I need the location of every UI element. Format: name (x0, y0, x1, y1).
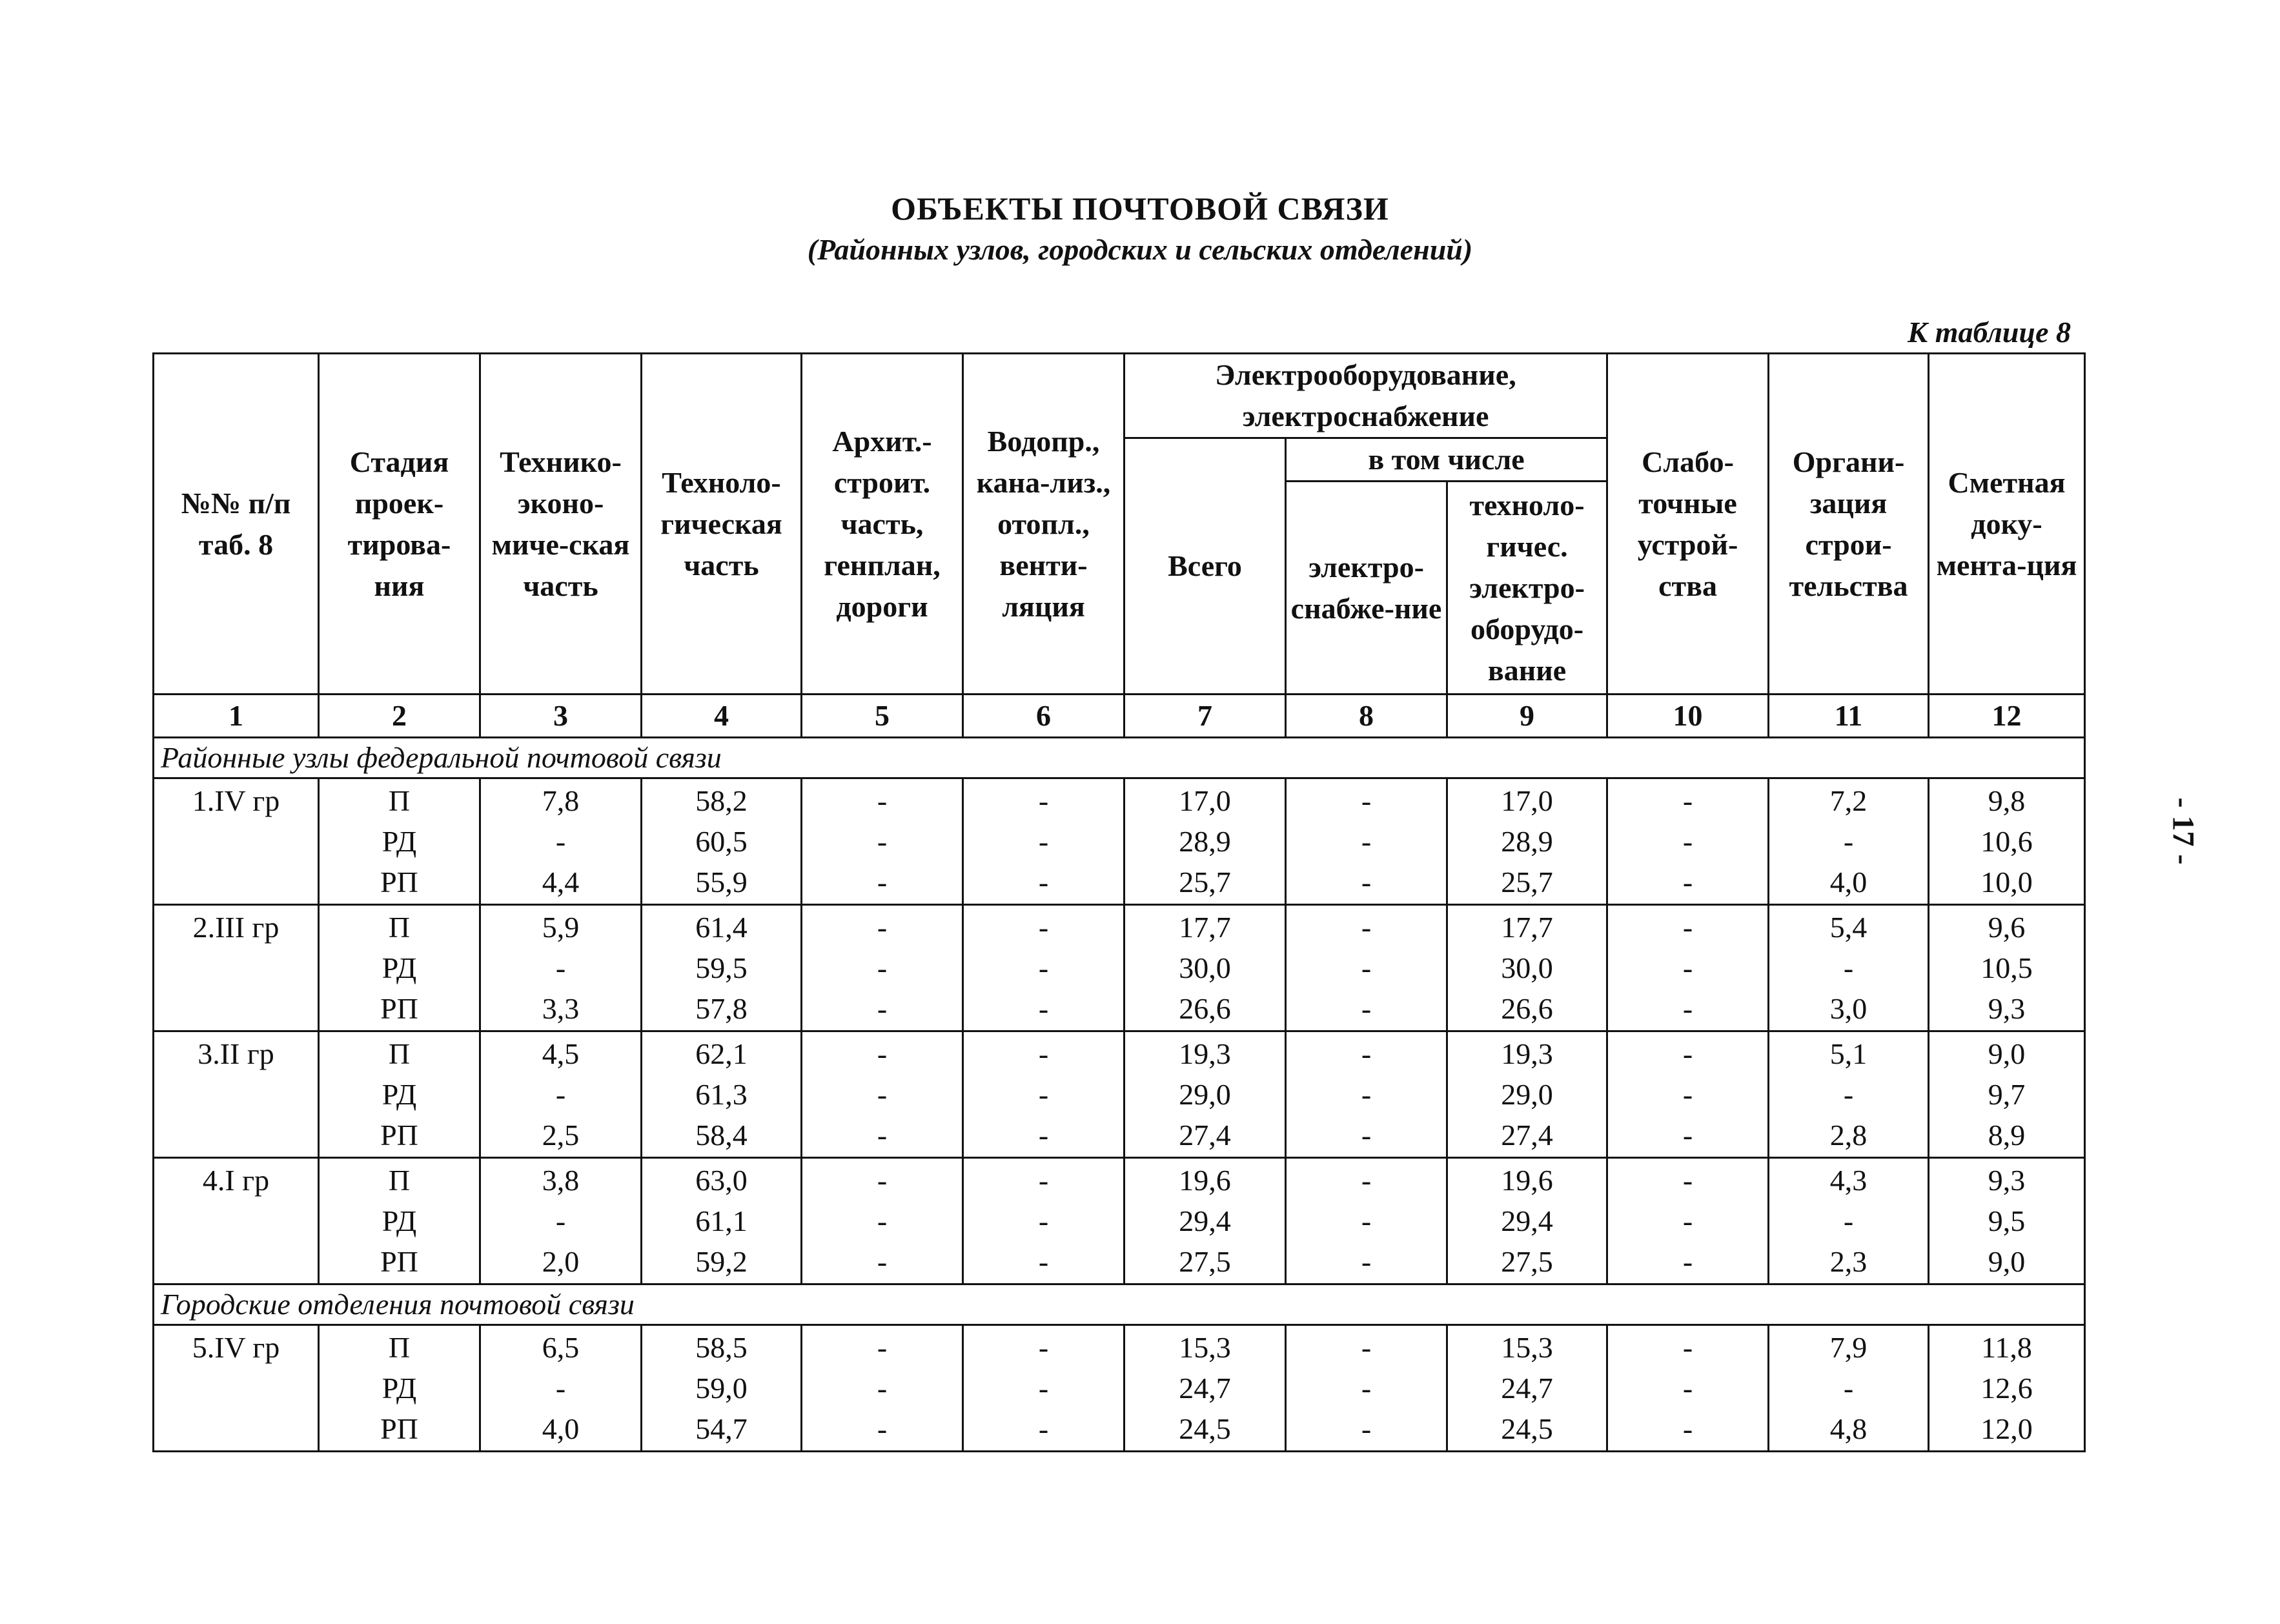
value-cell-c6 (963, 778, 1125, 905)
cell-value: - (1843, 1372, 1854, 1405)
cell-value: 2,5 (542, 1119, 580, 1152)
value-cell-c8 (1286, 778, 1447, 905)
cell-value: - (877, 1119, 888, 1152)
colnum: 4 (642, 695, 802, 738)
stage-cell (319, 1325, 480, 1452)
value-cell-c7 (1125, 778, 1286, 905)
header-cell-11: Органи-зация строи-тельства (1769, 354, 1929, 695)
cell-value: 61,3 (695, 1078, 748, 1111)
value-cell-c3 (480, 1158, 642, 1284)
header-cell-12: Сметная доку-мента-ция (1929, 354, 2085, 695)
cell-value: - (877, 825, 888, 858)
cell-value: - (1361, 1412, 1372, 1445)
header-incl-group: в том числе (1286, 438, 1607, 482)
value-cell-c10 (1607, 1325, 1769, 1452)
cell-value: 5,9 (542, 911, 580, 944)
cell-value: - (1361, 866, 1372, 898)
header-electro-group: Электрооборудование, электроснабжение (1125, 354, 1607, 438)
table-row (154, 1031, 2085, 1158)
value-cell-c5 (802, 905, 963, 1031)
value-cell-c11 (1769, 1031, 1929, 1158)
cell-value: - (1361, 1119, 1372, 1152)
value-cell-c8 (1286, 1325, 1447, 1452)
cell-value: - (1682, 825, 1693, 858)
cell-value: 9,7 (1988, 1078, 2026, 1111)
cell-value: 10,0 (1980, 866, 2033, 898)
colnum: 6 (963, 695, 1125, 738)
section-title: Городские отделения почтовой связи (154, 1284, 2085, 1325)
stage-value: РД (382, 1078, 417, 1111)
header-cell-10: Слабо-точные устрой-ства (1607, 354, 1769, 695)
value-cell-c4 (642, 1031, 802, 1158)
cell-value: - (1843, 1078, 1854, 1111)
cell-value: 3,3 (542, 992, 580, 1025)
cell-value: - (877, 1372, 888, 1405)
cell-value: 62,1 (695, 1037, 748, 1070)
table-row (154, 778, 2085, 905)
cell-value: - (1361, 951, 1372, 984)
cell-value: 2,0 (542, 1245, 580, 1278)
table-reference: К таблице 8 (1908, 316, 2071, 349)
stage-value: РП (380, 992, 418, 1025)
cell-value: - (877, 1037, 888, 1070)
value-cell-c12 (1929, 778, 2085, 905)
section-title: Районные узлы федеральной почтовой связи (154, 738, 2085, 778)
cell-value: 63,0 (695, 1164, 748, 1197)
cell-value: 29,0 (1501, 1078, 1553, 1111)
value-cell-c11 (1769, 1325, 1929, 1452)
value-cell-c3 (480, 905, 642, 1031)
cell-value: - (1038, 1204, 1049, 1237)
stage-value: РД (382, 825, 417, 858)
cell-value: - (1361, 1164, 1372, 1197)
cell-value: - (1361, 1037, 1372, 1070)
value-cell-c12 (1929, 1031, 2085, 1158)
value-cell-c6 (963, 905, 1125, 1031)
cell-value: - (1038, 1037, 1049, 1070)
cell-value: 19,6 (1501, 1164, 1553, 1197)
cell-value: 10,5 (1980, 951, 2033, 984)
value-cell-c6 (963, 1158, 1125, 1284)
cell-value: - (1038, 1372, 1049, 1405)
value-cell-c4 (642, 1325, 802, 1452)
cell-value: 5,1 (1829, 1037, 1868, 1070)
row-number: 4.I гр (154, 1158, 319, 1284)
cell-value: - (1038, 1078, 1049, 1111)
stage-value: П (388, 1331, 411, 1364)
cell-value: 4,8 (1829, 1412, 1868, 1445)
header-cell-7: Всего (1125, 438, 1286, 695)
cell-value: 25,7 (1501, 866, 1553, 898)
row-number: 5.IV гр (154, 1325, 319, 1452)
stage-cell (319, 778, 480, 905)
cell-value: 4,0 (1829, 866, 1868, 898)
cell-value: 19,6 (1179, 1164, 1231, 1197)
colnum: 5 (802, 695, 963, 738)
colnum: 11 (1769, 695, 1929, 738)
cell-value: - (877, 866, 888, 898)
colnum: 3 (480, 695, 642, 738)
cell-value: - (1682, 1078, 1693, 1111)
cell-value: 4,3 (1829, 1164, 1868, 1197)
stage-value: РП (380, 1245, 418, 1278)
cell-value: 19,3 (1501, 1037, 1553, 1070)
cell-value: - (877, 1204, 888, 1237)
value-cell-c6 (963, 1031, 1125, 1158)
cell-value: 26,6 (1501, 992, 1553, 1025)
cell-value: - (877, 1164, 888, 1197)
value-cell-c12 (1929, 1158, 2085, 1284)
cell-value: 28,9 (1179, 825, 1231, 858)
value-cell-c8 (1286, 1031, 1447, 1158)
cell-value: 2,3 (1829, 1245, 1868, 1278)
colnum: 7 (1125, 695, 1286, 738)
cell-value: 59,5 (695, 951, 748, 984)
stage-value: П (388, 1037, 411, 1070)
value-cell-c11 (1769, 778, 1929, 905)
table-row (154, 905, 2085, 1031)
stage-value: РП (380, 866, 418, 898)
cell-value: - (1682, 1037, 1693, 1070)
cell-value: - (1038, 1245, 1049, 1278)
page-subtitle: (Районных узлов, городских и сельских отделений) (807, 233, 1473, 266)
cell-value: - (1038, 1164, 1049, 1197)
value-cell-c9 (1447, 1325, 1607, 1452)
value-cell-c9 (1447, 1031, 1607, 1158)
cell-value: - (1038, 1331, 1049, 1364)
cell-value: 54,7 (695, 1412, 748, 1445)
cell-value: - (1361, 1331, 1372, 1364)
cell-value: 24,7 (1501, 1372, 1553, 1405)
cell-value: - (877, 1412, 888, 1445)
value-cell-c9 (1447, 1158, 1607, 1284)
cell-value: 27,5 (1501, 1245, 1553, 1278)
cell-value: - (1682, 866, 1693, 898)
cell-value: - (1038, 1412, 1049, 1445)
cell-value: - (555, 1078, 566, 1111)
cell-value: 9,5 (1988, 1204, 2026, 1237)
cell-value: - (1843, 951, 1854, 984)
stage-value: РД (382, 951, 417, 984)
cell-value: - (1682, 1245, 1693, 1278)
cell-value: 17,0 (1179, 784, 1231, 817)
cell-value: 58,2 (695, 784, 748, 817)
page-number: - 17 - (2166, 797, 2201, 865)
cell-value: 27,5 (1179, 1245, 1231, 1278)
value-cell-c12 (1929, 1325, 2085, 1452)
stage-cell (319, 1031, 480, 1158)
cell-value: 5,4 (1829, 911, 1868, 944)
cell-value: - (1361, 1078, 1372, 1111)
cell-value: - (1682, 1331, 1693, 1364)
cell-value: 17,0 (1501, 784, 1553, 817)
cell-value: - (877, 1245, 888, 1278)
header-cell-5: Архит.-строит. часть, генплан, дороги (802, 354, 963, 695)
cell-value: 9,3 (1988, 992, 2026, 1025)
cell-value: - (1038, 825, 1049, 858)
cell-value: - (1038, 951, 1049, 984)
cell-value: 30,0 (1179, 951, 1231, 984)
header-cell-9: техноло-гичес. электро-оборудо-вание (1447, 482, 1607, 695)
section-row (154, 1284, 2085, 1325)
section-row (154, 738, 2085, 778)
cell-value: - (877, 951, 888, 984)
cell-value: 4,0 (542, 1412, 580, 1445)
row-number: 3.II гр (154, 1031, 319, 1158)
stage-value: РД (382, 1372, 417, 1405)
header-cell-6: Водопр., кана-лиз., отопл., венти-ляция (963, 354, 1125, 695)
value-cell-c7 (1125, 1325, 1286, 1452)
cell-value: - (1682, 951, 1693, 984)
value-cell-c4 (642, 905, 802, 1031)
cell-value: 9,0 (1988, 1037, 2026, 1070)
cell-value: - (1361, 1372, 1372, 1405)
value-cell-c10 (1607, 778, 1769, 905)
cell-value: - (1682, 1204, 1693, 1237)
cell-value: 60,5 (695, 825, 748, 858)
cell-value: 26,6 (1179, 992, 1231, 1025)
cell-value: 59,2 (695, 1245, 748, 1278)
header-cell-3: Технико-эконо-миче-ская часть (480, 354, 642, 695)
cell-value: 55,9 (695, 866, 748, 898)
colnum: 8 (1286, 695, 1447, 738)
cell-value: - (1843, 825, 1854, 858)
cell-value: 57,8 (695, 992, 748, 1025)
cell-value: - (555, 951, 566, 984)
cell-value: 9,3 (1988, 1164, 2026, 1197)
cell-value: 29,0 (1179, 1078, 1231, 1111)
cell-value: - (1038, 866, 1049, 898)
value-cell-c5 (802, 1158, 963, 1284)
cell-value: 15,3 (1179, 1331, 1231, 1364)
cell-value: 2,8 (1829, 1119, 1868, 1152)
cell-value: - (1361, 911, 1372, 944)
value-cell-c7 (1125, 1031, 1286, 1158)
cell-value: - (1361, 825, 1372, 858)
cell-value: 24,5 (1501, 1412, 1553, 1445)
cell-value: - (1843, 1204, 1854, 1237)
cell-value: - (877, 784, 888, 817)
value-cell-c5 (802, 778, 963, 905)
stage-cell (319, 1158, 480, 1284)
cell-value: - (1038, 992, 1049, 1025)
cell-value: 30,0 (1501, 951, 1553, 984)
cell-value: 24,5 (1179, 1412, 1231, 1445)
value-cell-c5 (802, 1325, 963, 1452)
cell-value: 27,4 (1501, 1119, 1553, 1152)
table-row (154, 1325, 2085, 1452)
value-cell-c11 (1769, 905, 1929, 1031)
cell-value: - (877, 992, 888, 1025)
value-cell-c6 (963, 1325, 1125, 1452)
value-cell-c3 (480, 1325, 642, 1452)
cell-value: 27,4 (1179, 1119, 1231, 1152)
table-row (154, 1158, 2085, 1284)
cell-value: - (1361, 1204, 1372, 1237)
cell-value: 10,6 (1980, 825, 2033, 858)
column-numbers-row (154, 695, 2085, 738)
cell-value: - (877, 1078, 888, 1111)
data-table (152, 352, 2086, 1452)
cell-value: 61,4 (695, 911, 748, 944)
header-cell-1: №№ п/п таб. 8 (154, 354, 319, 695)
colnum: 12 (1929, 695, 2085, 738)
value-cell-c5 (802, 1031, 963, 1158)
cell-value: - (555, 1204, 566, 1237)
cell-value: 9,0 (1988, 1245, 2026, 1278)
cell-value: - (1038, 784, 1049, 817)
value-cell-c3 (480, 1031, 642, 1158)
row-number: 2.III гр (154, 905, 319, 1031)
cell-value: 8,9 (1988, 1119, 2026, 1152)
value-cell-c4 (642, 1158, 802, 1284)
cell-value: - (1361, 992, 1372, 1025)
cell-value: 19,3 (1179, 1037, 1231, 1070)
value-cell-c10 (1607, 905, 1769, 1031)
cell-value: 3,0 (1829, 992, 1868, 1025)
cell-value: - (1361, 784, 1372, 817)
colnum: 10 (1607, 695, 1769, 738)
cell-value: 28,9 (1501, 825, 1553, 858)
cell-value: 6,5 (542, 1331, 580, 1364)
stage-value: П (388, 784, 411, 817)
stage-cell (319, 905, 480, 1031)
cell-value: 58,4 (695, 1119, 748, 1152)
row-number: 1.IV гр (154, 778, 319, 905)
value-cell-c8 (1286, 1158, 1447, 1284)
cell-value: - (1682, 784, 1693, 817)
cell-value: 7,9 (1829, 1331, 1868, 1364)
cell-value: 58,5 (695, 1331, 748, 1364)
colnum: 2 (319, 695, 480, 738)
cell-value: 12,6 (1980, 1372, 2033, 1405)
stage-value: РД (382, 1204, 417, 1237)
cell-value: - (1682, 1372, 1693, 1405)
header-cell-2: Стадия проек-тирова-ния (319, 354, 480, 695)
cell-value: 24,7 (1179, 1372, 1231, 1405)
cell-value: - (1361, 1245, 1372, 1278)
cell-value: 17,7 (1501, 911, 1553, 944)
value-cell-c10 (1607, 1031, 1769, 1158)
value-cell-c3 (480, 778, 642, 905)
cell-value: - (877, 1331, 888, 1364)
cell-value: 7,8 (542, 784, 580, 817)
header-cell-8: электро-снабже-ние (1286, 482, 1447, 695)
value-cell-c7 (1125, 1158, 1286, 1284)
cell-value: 3,8 (542, 1164, 580, 1197)
stage-value: РП (380, 1412, 418, 1445)
stage-value: П (388, 911, 411, 944)
header-cell-4: Техноло-гическая часть (642, 354, 802, 695)
cell-value: 7,2 (1829, 784, 1868, 817)
cell-value: - (555, 1372, 566, 1405)
value-cell-c7 (1125, 905, 1286, 1031)
cell-value: 25,7 (1179, 866, 1231, 898)
colnum: 9 (1447, 695, 1607, 738)
cell-value: 17,7 (1179, 911, 1231, 944)
cell-value: 29,4 (1179, 1204, 1231, 1237)
cell-value: 4,5 (542, 1037, 580, 1070)
value-cell-c11 (1769, 1158, 1929, 1284)
cell-value: - (1682, 1164, 1693, 1197)
cell-value: 59,0 (695, 1372, 748, 1405)
value-cell-c9 (1447, 778, 1607, 905)
cell-value: - (555, 825, 566, 858)
cell-value: - (1682, 992, 1693, 1025)
stage-value: РП (380, 1119, 418, 1152)
cell-value: 15,3 (1501, 1331, 1553, 1364)
cell-value: 61,1 (695, 1204, 748, 1237)
cell-value: 11,8 (1981, 1331, 2032, 1364)
cell-value: - (1682, 1119, 1693, 1152)
cell-value: 9,8 (1988, 784, 2026, 817)
stage-value: П (388, 1164, 411, 1197)
value-cell-c4 (642, 778, 802, 905)
page-title: ОБЪЕКТЫ ПОЧТОВОЙ СВЯЗИ (891, 190, 1389, 227)
value-cell-c8 (1286, 905, 1447, 1031)
cell-value: 12,0 (1980, 1412, 2033, 1445)
cell-value: 29,4 (1501, 1204, 1553, 1237)
value-cell-c9 (1447, 905, 1607, 1031)
value-cell-c12 (1929, 905, 2085, 1031)
cell-value: - (877, 911, 888, 944)
colnum: 1 (154, 695, 319, 738)
cell-value: - (1038, 1119, 1049, 1152)
cell-value: 9,6 (1988, 911, 2026, 944)
cell-value: - (1038, 911, 1049, 944)
value-cell-c10 (1607, 1158, 1769, 1284)
cell-value: - (1682, 911, 1693, 944)
cell-value: 4,4 (542, 866, 580, 898)
cell-value: - (1682, 1412, 1693, 1445)
